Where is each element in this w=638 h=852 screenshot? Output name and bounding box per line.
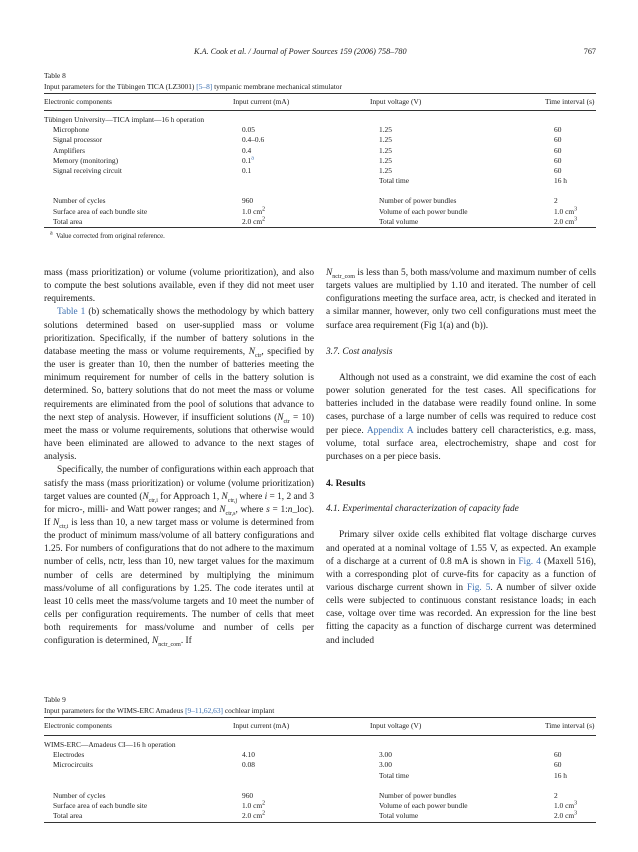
table-cell: Surface area of each bundle site: [53, 801, 148, 811]
table1-link[interactable]: Table 1: [57, 307, 86, 318]
table-cell-value: 1.0 cm: [554, 206, 575, 216]
unit-exponent: 2: [262, 206, 266, 213]
paragraph: [326, 529, 596, 647]
math-sub: ctr,s: [225, 510, 236, 517]
table-cell-value: 1.0 cm: [242, 206, 263, 216]
appendix-a-link[interactable]: Appendix A: [366, 425, 414, 436]
table-row: [44, 801, 596, 811]
paragraph-text: (b) schematically shows the methodology by which battery solutions determined based on user-supplied mass or volume prioritization. Specifically, if the number of battery solutions in the database meeting the mass or volume requirements,: [44, 307, 315, 357]
paragraph-text: (Maxell 516), with a corresponding plot of curve-fits for capacity as a function of various discharge current shown in: [326, 556, 597, 593]
table-cell: Signal receiving circuit: [53, 166, 122, 176]
table9-caption: [44, 705, 274, 716]
math-var: s: [266, 504, 270, 515]
table8-bottom-rule: [44, 227, 596, 228]
table-cell: [242, 801, 379, 811]
table9-body: [44, 740, 596, 821]
table-cell: 60: [554, 155, 562, 165]
table-cell: 0.1: [242, 166, 252, 176]
table-cell: 1.25: [379, 135, 392, 145]
table-cell: [44, 176, 242, 186]
table-cell: 1.25: [379, 155, 392, 165]
table9-header-row: [44, 721, 596, 731]
table-cell: Total area: [53, 216, 83, 226]
paragraph-text: _loc). If: [44, 504, 314, 528]
math-var: N: [277, 412, 284, 423]
math-var: N: [221, 491, 228, 502]
paragraph-text: = 1, 2 and 3 for micro-, milli- and Watt power ranges; and: [44, 491, 314, 515]
table-cell-value: 2.0 cm: [242, 216, 263, 226]
table-cell: [242, 217, 379, 227]
table8-caption-ref[interactable]: [5–8]: [196, 82, 213, 91]
section-heading-3-7: 3.7. Cost analysis: [326, 346, 393, 357]
table-cell: Total area: [53, 811, 83, 821]
table-row: [44, 750, 596, 760]
table-cell: 60: [554, 125, 562, 135]
table-cell: 1.25: [379, 166, 392, 176]
table-cell: Surface area of each bundle site: [53, 206, 148, 216]
table9-caption-ref[interactable]: [9–11,62,63]: [185, 706, 223, 715]
table9-header-rule: [44, 735, 596, 736]
table9-col-header: Input current (mA): [233, 721, 290, 730]
running-header: [44, 47, 596, 61]
paragraph-text: Specifically, the number of configurations within each approach that satisfy the mass (mass prioritization) or volume (volume prioritization) target values are counted (: [44, 465, 314, 502]
table9-group-row: [44, 740, 596, 750]
table9-group-label: WIMS-ERC—Amadeus CI—16 h operation: [44, 740, 176, 749]
table9-caption-text: Input parameters for the WIMS-ERC Amadeus: [44, 706, 186, 715]
table-row: [44, 176, 596, 186]
table-cell: 16 h: [554, 770, 567, 780]
table-cell: [554, 217, 596, 227]
table-cell: Number of cycles: [53, 790, 106, 800]
table8-header-row: [44, 97, 596, 107]
unit-exponent: 2: [262, 216, 266, 223]
table9-caption-text-end: cochlear implant: [222, 706, 275, 715]
paragraph-text: Primary silver oxide cells exhibited flat voltage discharge curves and operated at a nominal voltage of 1.55 V, as expected. An example of a discharge at a current of 0.8 mA is shown in: [326, 530, 596, 567]
table-cell: [44, 771, 242, 781]
table-cell: Volume of each power bundle: [379, 801, 468, 811]
paragraph-text: . A number of silver oxide cells were subjected to continuous constant resistance loads; in each case, voltage over time was recorded. An expression for the line best fitting the capacity as a function of discharge current was determined and included: [326, 582, 596, 646]
paragraph: [326, 372, 596, 464]
journal-citation: K.A. Cook et al. / Journal of Power Sources 159 (2006) 758–780: [194, 47, 407, 56]
table9-col-header: Time interval (s): [545, 721, 595, 730]
table-cell-value: 2.0 cm: [554, 216, 575, 226]
table-row: [44, 760, 596, 770]
math-sub: ctr,j: [227, 497, 238, 504]
paragraph-text: for Approach 1,: [157, 491, 222, 502]
math-var: i: [264, 491, 268, 502]
table9-bottom-rule: [44, 822, 596, 823]
table-cell-value: 2.0 cm: [242, 811, 263, 821]
table-cell-value: 2.0 cm: [554, 811, 575, 821]
table-cell: Memory (monitoring): [53, 155, 119, 165]
math-var: N: [219, 504, 226, 515]
table-cell: 60: [554, 166, 562, 176]
table-cell: 1.25: [379, 125, 392, 135]
table-cell: Number of power bundles: [379, 790, 457, 800]
table-cell: 0.05: [242, 125, 255, 135]
table-row: [44, 146, 596, 156]
table-cell: 60: [554, 145, 562, 155]
table-cell: [242, 176, 379, 186]
table-cell: 1.25: [379, 145, 392, 155]
table-cell: 2: [554, 196, 558, 206]
math-sub: ctr: [283, 418, 290, 425]
table-cell: 0.4: [242, 145, 252, 155]
paragraph-text: , where: [235, 504, 267, 515]
math-sub: nctr_com: [332, 273, 355, 280]
right-column: [326, 267, 596, 648]
table-cell: [242, 771, 379, 781]
math-sub: ctr,i: [59, 523, 69, 530]
table-spacer: [44, 781, 596, 791]
table8-col-header: Time interval (s): [545, 97, 595, 106]
table-cell: [242, 156, 379, 166]
paragraph-text: = 1:: [269, 504, 288, 515]
math-var: n: [287, 504, 293, 515]
table-cell: Number of power bundles: [379, 196, 457, 206]
left-column: [44, 267, 314, 649]
footnote-text: Value corrected from original reference.: [55, 233, 165, 240]
paragraph-text: is less than 10, a new target mass or volume is determined from the product of minimum mass/volume of all battery configurations and 1.25. For numbers of configurations that do not adhere to the maximum number of cells, nctr, less than 10, new target values for the maximum number of cells are determined by multiplying the minimum mass/volume of all configurations by 1.25. The code iterates until at least 10 cells meet the mass/volume targets and 10 meet the number of cells per configuration requirements. The number of cells that meet both requirements for mass/volume and number of cells per configuration is determined,: [44, 517, 314, 647]
table-cell: [554, 811, 596, 821]
table-cell: Total volume: [379, 216, 419, 226]
math-var: N: [142, 491, 149, 502]
table-row: [44, 771, 596, 781]
table-cell: Electrodes: [53, 750, 85, 760]
table-cell: 16 h: [554, 176, 567, 186]
table9-col-header: Electronic components: [44, 721, 112, 730]
table9-col-header: Input voltage (V): [370, 721, 422, 730]
table-cell: [242, 811, 379, 821]
paragraph-text: . If: [180, 636, 192, 647]
unit-exponent: 3: [574, 206, 578, 213]
math-sub: ctr,i: [148, 497, 158, 504]
math-var: N: [52, 517, 60, 528]
table8-col-header: Input voltage (V): [370, 97, 422, 106]
fig5-link[interactable]: Fig. 5: [466, 582, 491, 593]
table-cell: Microphone: [53, 125, 90, 135]
table-cell-value: 1.0 cm: [554, 801, 575, 811]
table-cell-value: 1.0 cm: [242, 801, 263, 811]
table9-header: [44, 721, 596, 731]
table-cell: 2: [554, 790, 558, 800]
table-cell: [554, 207, 596, 217]
table-cell: Amplifiers: [53, 145, 86, 155]
table8-caption-text-end: tympanic membrane mechanical stimulator: [212, 82, 342, 91]
table8-group-row: [44, 115, 596, 125]
table8-top-rule: [44, 93, 596, 94]
table-cell: 0.08: [242, 760, 255, 770]
table-cell: 60: [554, 760, 562, 770]
fig4-link[interactable]: Fig. 4: [518, 556, 541, 567]
math-var: N: [326, 268, 333, 278]
table-cell: [554, 801, 596, 811]
math-sub: ctr: [255, 352, 262, 359]
table8-col-header: Electronic components: [44, 97, 112, 106]
table-row: [44, 166, 596, 176]
paragraph: [44, 464, 314, 648]
footnote-mark: a: [50, 230, 53, 237]
paragraph: mass (mass prioritization) or volume (volume prioritization), and also to compute the best solutions available, even if they did not meet user requirements.: [44, 268, 314, 305]
table9-top-rule: [44, 717, 596, 718]
table-spacer: [44, 186, 596, 196]
paragraph-text: Although not used as a constraint, we did examine the cost of each power solution generated for the test cases. All specifications for batteries included in the database were readily found online. In some cases, purchase of a large number of cells was required to reduce cost per piece.: [326, 372, 596, 436]
paragraph: [326, 267, 596, 333]
table-cell: Signal processor: [53, 135, 103, 145]
table-cell-value: 0.1: [242, 155, 252, 165]
unit-exponent: 3: [574, 800, 578, 807]
table-cell: 60: [554, 750, 562, 760]
table8-caption-text: Input parameters for the Tübingen TICA (LZ3001): [44, 82, 197, 91]
math-var: N: [248, 346, 255, 357]
table8-col-header: Input current (mA): [233, 97, 290, 106]
table-cell: 3.00: [379, 760, 392, 770]
table-cell: Volume of each power bundle: [379, 206, 468, 216]
table-row: [44, 156, 596, 166]
section-heading-4: 4. Results: [326, 478, 366, 490]
table-cell: 0.4–0.6: [242, 135, 265, 145]
table-cell: Microcircuits: [53, 760, 93, 770]
table-cell: 960: [242, 196, 254, 206]
table-cell: Total time: [379, 770, 410, 780]
table-row: [44, 135, 596, 145]
table-cell: 4.10: [242, 750, 255, 760]
math-sub: nctr_com: [158, 642, 181, 649]
table-cell: Number of cycles: [53, 196, 106, 206]
table-row: [44, 811, 596, 821]
paragraph-text: = 10) meet the mass or volume requirements, solutions that otherwise would have been eliminated are allowed to advance to the next stages of analysis.: [44, 412, 314, 463]
section-heading-4-1: 4.1. Experimental characterization of capacity fade: [326, 504, 519, 515]
paragraph-text: , specified by the user is greater than 10, then the number of batteries meeting the minimum requirement for number of cells in the battery solution is determined. So, battery solutions that do not meet the mass or volume requirements are eliminated from the pool of solutions that advance to the next step of analysis. However, if insufficient solutions (: [44, 346, 315, 423]
footnote-marker[interactable]: a: [251, 155, 254, 162]
table9-label: Table 9: [44, 695, 66, 704]
table8-label: Table 8: [44, 71, 66, 80]
table8-footnote: [50, 230, 165, 240]
table-cell: [242, 207, 379, 217]
table-cell: Total volume: [379, 811, 419, 821]
unit-exponent: 3: [574, 216, 578, 223]
table8-caption: [44, 81, 342, 92]
paragraph-text: where: [237, 491, 265, 502]
table8-header: [44, 97, 596, 107]
table-row: [44, 217, 596, 227]
table8-body: [44, 115, 596, 227]
table8-header-rule: [44, 110, 596, 111]
math-var: N: [151, 636, 159, 647]
table-cell: 60: [554, 135, 562, 145]
table-row: [44, 196, 596, 206]
unit-exponent: 2: [262, 810, 266, 817]
table-cell: 3.00: [379, 750, 392, 760]
unit-exponent: 2: [262, 800, 266, 807]
table8-group-label: Tübingen University—TICA implant—16 h operation: [44, 115, 205, 124]
paragraph-text: is less than 5, both mass/volume and maximum number of cells targets values are multiplied by 1.10 and iterated. The number of cell configurations meeting the surface area, actr, is checked and iterated in a similar manner, however, only two cell configurations must meet the surface area requirement (Fig 1(a) and (b)).: [326, 268, 596, 331]
table-cell: Total time: [379, 176, 410, 186]
paragraph-text: includes battery cell characteristics, e.g. mass, volume, total surface area, electrochemistry, shape and cost for purchases on a per piece basis.: [326, 425, 596, 462]
table-row: [44, 125, 596, 135]
table-cell: 960: [242, 790, 254, 800]
page-number: 767: [583, 47, 596, 56]
table-row: [44, 791, 596, 801]
unit-exponent: 3: [574, 810, 578, 817]
paragraph: [44, 306, 314, 464]
table-row: [44, 207, 596, 217]
